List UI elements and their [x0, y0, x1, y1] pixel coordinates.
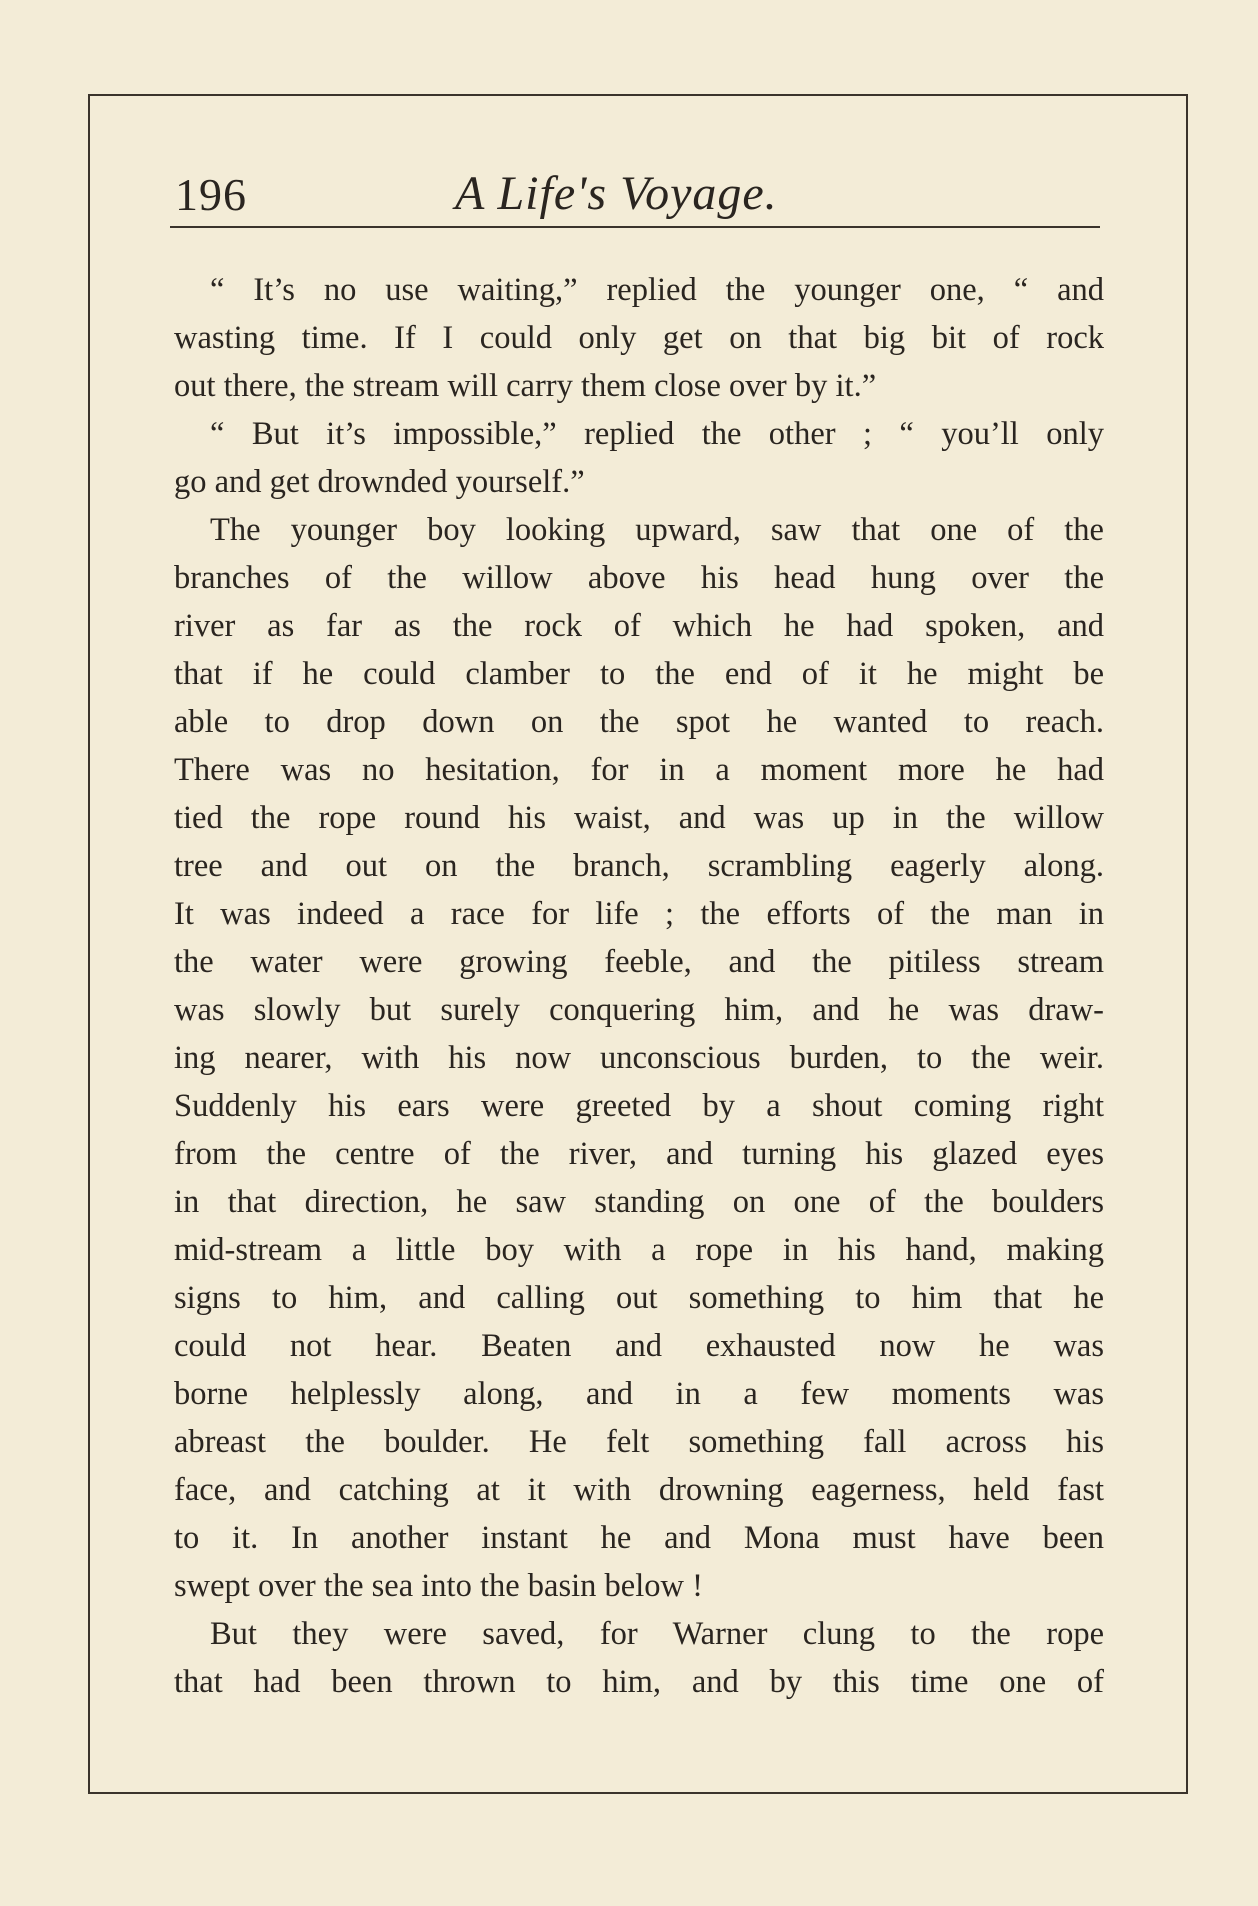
text-line: But they were saved, for Warner clung to the rope	[210, 1616, 1104, 1652]
text-line: that if he could clamber to the end of it he might be	[174, 656, 1104, 692]
body-text	[174, 266, 1104, 1706]
text-line: was slowly but surely conquering him, and he was draw-	[174, 992, 1104, 1028]
running-title: A Life's Voyage.	[455, 167, 778, 220]
text-line: branches of the willow above his head hung over the	[174, 560, 1104, 596]
header-rule	[170, 226, 1100, 228]
text-line: out there, the stream will carry them close over by it.”	[174, 368, 877, 404]
text-line: borne helplessly along, and in a few moments was	[174, 1376, 1104, 1412]
text-line: tied the rope round his waist, and was up in the willow	[174, 800, 1104, 836]
text-line: It was indeed a race for life ; the efforts of the man in	[174, 896, 1104, 932]
text-line: to it. In another instant he and Mona must have been	[174, 1520, 1104, 1556]
text-line: signs to him, and calling out something to him that he	[174, 1280, 1104, 1316]
text-line: river as far as the rock of which he had spoken, and	[174, 608, 1104, 644]
text-line: able to drop down on the spot he wanted to reach.	[174, 704, 1104, 740]
text-line: the water were growing feeble, and the pitiless stream	[174, 944, 1104, 980]
text-line: swept over the sea into the basin below !	[174, 1568, 703, 1604]
text-line: could not hear. Beaten and exhausted now he was	[174, 1328, 1104, 1364]
text-line: mid-stream a little boy with a rope in his hand, making	[174, 1232, 1104, 1268]
text-line: in that direction, he saw standing on one of the boulders	[174, 1184, 1104, 1220]
text-line: abreast the boulder. He felt something fall across his	[174, 1424, 1104, 1460]
text-line: ing nearer, with his now unconscious burden, to the weir.	[174, 1040, 1104, 1076]
text-line: “ It’s no use waiting,” replied the younger one, “ and	[210, 272, 1104, 308]
text-line: Suddenly his ears were greeted by a shout coming right	[174, 1088, 1104, 1124]
running-header	[175, 162, 1100, 232]
text-line: go and get drownded yourself.”	[174, 464, 585, 500]
text-line: The younger boy looking upward, saw that one of the	[210, 512, 1104, 548]
page-number: 196	[175, 169, 247, 220]
text-line: from the centre of the river, and turning his glazed eyes	[174, 1136, 1104, 1172]
text-line: tree and out on the branch, scrambling eagerly along.	[174, 848, 1104, 884]
text-line: wasting time. If I could only get on that big bit of rock	[174, 320, 1104, 356]
text-line: “ But it’s impossible,” replied the other ; “ you’ll only	[210, 416, 1104, 452]
text-line: that had been thrown to him, and by this time one of	[174, 1664, 1104, 1700]
text-line: There was no hesitation, for in a moment more he had	[174, 752, 1104, 788]
text-line: face, and catching at it with drowning eagerness, held fast	[174, 1472, 1104, 1508]
